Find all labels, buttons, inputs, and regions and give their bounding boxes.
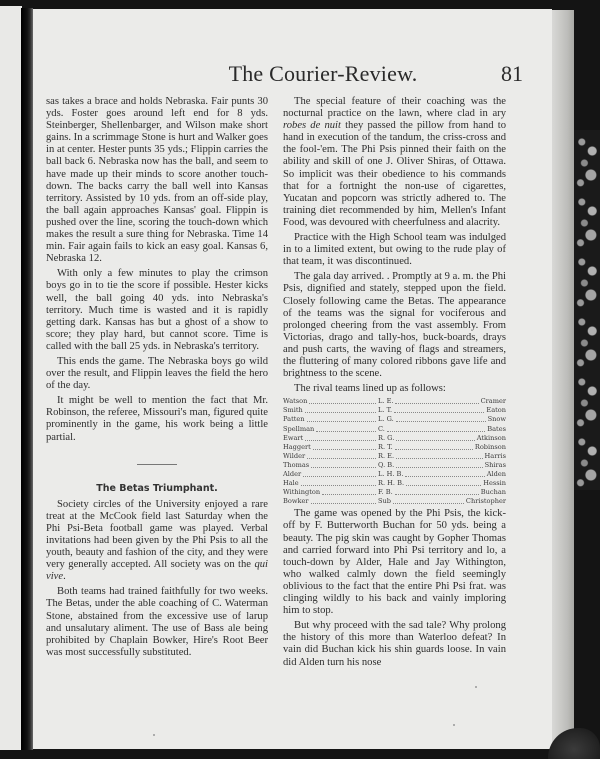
lineup-left-player: Haggert — [283, 442, 311, 451]
lineup-left-player: Thomas — [283, 460, 310, 469]
book-gutter — [21, 8, 33, 750]
lineup-row — [283, 461, 506, 470]
lineup-position: F. B. — [378, 488, 393, 497]
paragraph: sas takes a brace and holds Nebraska. Fair punts 30 yds. Foster goes around left end for 8 yds. Steinberger, Shellenbarger, and Wilson make short gains. In a scrimmage Stone is hurt and Walker goes in at center. Hester punts 35 yds.; Flippin carries the ball back 6. Nebraska now has the ball, and seem to have made up their minds to score another touch-down. The backs carry the ball well into Kansas territory. Assisted by 10 yds. from an off-side play, the ball again approaches Kansas' goal. Flippin is pushed over the line, scoring the touch-down which makes the result a sure thing for Nebraska. Time 14 min. Fair again fails to kick an easy goal. Kansas 6, Nebraska 12. — [46, 96, 268, 265]
leader-dots — [309, 397, 376, 404]
section-title: The Betas Triumphant. — [96, 482, 218, 494]
left-column — [46, 96, 268, 662]
page-stack-edge — [552, 10, 574, 745]
lineup-right-player: Shiras — [484, 460, 506, 469]
italic-phrase: qui vive — [46, 559, 268, 583]
lineup-position: Sub — [378, 497, 391, 506]
lineup-left-player: Patten — [283, 415, 305, 424]
lineup-right-player: Alden — [486, 470, 506, 478]
lineup-position: R. G. — [378, 433, 395, 442]
leader-dots — [305, 406, 376, 413]
italic-phrase: robes de nuit — [283, 120, 341, 132]
lineup-position: Q. B. — [378, 460, 395, 469]
leader-dots — [396, 434, 474, 441]
lineup-right-player: Atkinson — [476, 433, 506, 442]
lineup-row — [283, 488, 506, 497]
lineup-position: L. G. — [378, 415, 394, 424]
lineup-row — [283, 425, 506, 434]
lineup-right-player: Cramer — [480, 397, 506, 406]
leader-dots — [396, 461, 482, 468]
lineup-row — [283, 479, 506, 488]
leader-dots — [301, 479, 376, 486]
page-number: 81 — [501, 61, 523, 86]
lineup-left-player: Hale — [283, 479, 299, 488]
lineup-position: R. T. — [378, 442, 393, 451]
lineup-left-player: Alder — [283, 470, 302, 478]
leader-dots — [313, 443, 376, 450]
lineup-right-player: Buchan — [480, 488, 506, 497]
lineup-position: L. E. — [378, 397, 394, 406]
lineup-position: R. E. — [378, 451, 395, 460]
book-page — [33, 9, 552, 749]
leader-dots — [395, 488, 479, 495]
lineup-left-player: Wilder — [283, 451, 306, 460]
lineup-position: L. T. — [378, 406, 393, 415]
lineup-left-player: Smith — [283, 406, 303, 415]
paragraph: With only a few minutes to play the crimson boys go in to tie the score if possible. Hester kicks well, the ball going 40 yds. into Nebraska's territory. Much time is wasted and it is rapidly getting dark. Kansas has but a ghost of a show to score; they play hard, but cannot score. Time is called with the ball 25 yds. in Nebraska's territory. — [46, 268, 268, 352]
paper-speck — [475, 686, 477, 688]
lineup-right-player: Robinson — [474, 442, 506, 451]
leader-dots — [307, 415, 376, 422]
lineup-left-player: Bowker — [283, 497, 309, 506]
leader-dots — [395, 443, 473, 450]
lineup-right-player: Hessin — [483, 479, 506, 488]
leader-dots — [307, 452, 376, 459]
lineup-right-player: Bates — [487, 424, 506, 433]
leader-dots — [394, 406, 484, 413]
text: they passed the pillow from hand to hand in execution of the tandum, the criss-cross and the fool-'em. The Phi Psis pinned their faith on the ability and skill of one J. Oliver Shiras, of Ottawa. So implicit was their obedience to his commands that for a fortnight the non-use of cigarettes, Yucatan and popcorn was strictly adhered to. The training diet recommended by him, Mellen's Infant Food, was devoured with cheerfulness and alacrity. — [283, 120, 506, 228]
leader-dots — [387, 425, 485, 432]
paper-speck — [453, 724, 455, 726]
paragraph — [46, 499, 268, 584]
paragraph: The gala day arrived. . Promptly at 9 a. m. the Phi Psis, dignified and stately, stepped upon the field. Closely following came the Betas. The appearance of the teams was the signal for vociferous and prolonged cheering from the vast assembly. From Victorias, drago and tally-hos, buck-boards, drays and push carts, the waving of flags and streamers, the fluttering of many colored ribbons gave life and brightness to the scene. — [283, 271, 506, 380]
lineup-intro: The rival teams lined up as follows: — [294, 383, 446, 395]
paragraph: It might be well to mention the fact that Mr. Robinson, the referee, Missouri's man, figured quite prominently in the game, his work being a little partial. — [46, 395, 268, 443]
leader-dots — [305, 434, 376, 441]
leader-dots — [405, 470, 484, 477]
lineup-row — [283, 470, 506, 479]
right-column — [283, 96, 506, 672]
lineup-row — [283, 406, 506, 415]
lineup-left-player: Spellman — [283, 424, 315, 433]
paragraph: This ends the game. The Nebraska boys go wild over the result, and Flippin leaves the field the hero of the day. — [46, 355, 268, 392]
leader-dots — [396, 452, 482, 459]
leader-dots — [316, 425, 376, 432]
lineup-table — [283, 397, 506, 506]
lineup-right-player: Christopher — [465, 497, 506, 506]
paragraph — [283, 96, 506, 229]
lineup-left-player: Ewart — [283, 433, 304, 442]
lineup-row — [283, 415, 506, 424]
lineup-position: L. H. B. — [378, 470, 404, 478]
text: The special feature of their coaching was the nocturnal practice on the lawn, where clad in ary — [283, 96, 506, 120]
paragraph: But why proceed with the sad tale? Why prolong the history of this more than Waterloo defeat? In vain did Buchan kick his shin guards loose. In vain did Alden turn his nose — [283, 620, 506, 668]
lineup-row — [283, 434, 506, 443]
text: Society circles of the University enjoyed a rare treat at the McCook field last Saturday when the Phi Psi-Beta football game was played. Verbal invitations had been given by the Phi Psis to all the youth, beauty and fashion of the city, and they were very generally accepted. All society was on the — [46, 498, 268, 571]
lineup-position: R. H. B. — [378, 479, 405, 488]
paragraph: The game was opened by the Phi Psis, the kick-off by F. Butterworth Buchan for 50 yds. being a beauty. The pig skin was caught by Gopher Thomas and carried forward into Phi Psi territory and lo, a touch-down by Alder, Hale and Jay Withington, who walked calmly down the field seemingly oblivious to the fact that the entire Phi Psi frat. was clinging wildly to his back and vainly imploring him to stop. — [283, 508, 506, 617]
lineup-left-player: Watson — [283, 397, 308, 406]
lineup-right-player: Eaton — [486, 406, 506, 415]
leader-dots — [311, 461, 376, 468]
leader-dots — [322, 488, 376, 495]
paragraph: Practice with the High School team was indulged in to a limited extent, but owing to the rude play of that team, it was discontinued. — [283, 232, 506, 268]
leader-dots — [311, 497, 376, 504]
leader-dots — [395, 397, 478, 404]
leader-dots — [396, 415, 486, 422]
lineup-row — [283, 397, 506, 406]
lineup-position: C. — [378, 424, 385, 433]
facing-page-edge — [0, 6, 22, 750]
text: . — [63, 571, 66, 583]
lineup-left-player: Withington — [283, 488, 321, 497]
paragraph: Both teams had trained faithfully for two weeks. The Betas, under the able coaching of C. Waterman Stone, abstained from the excessive use of larup and unsalutary aliment. The use of Bass ale being prohibited by Chaplain Bowker, Hire's Root Beer was most successfully substituted. — [46, 586, 268, 658]
marbled-endpaper — [574, 130, 600, 490]
section-divider — [137, 464, 177, 465]
lineup-right-player: Snow — [487, 415, 506, 424]
leader-dots — [303, 470, 376, 477]
paper-speck — [153, 734, 155, 736]
lineup-row — [283, 497, 506, 506]
leader-dots — [393, 497, 464, 504]
running-title: The Courier-Review. — [228, 61, 418, 86]
leader-dots — [406, 479, 481, 486]
page-header — [33, 61, 552, 91]
lineup-right-player: Harris — [484, 451, 506, 460]
lineup-row — [283, 443, 506, 452]
lineup-row — [283, 452, 506, 461]
